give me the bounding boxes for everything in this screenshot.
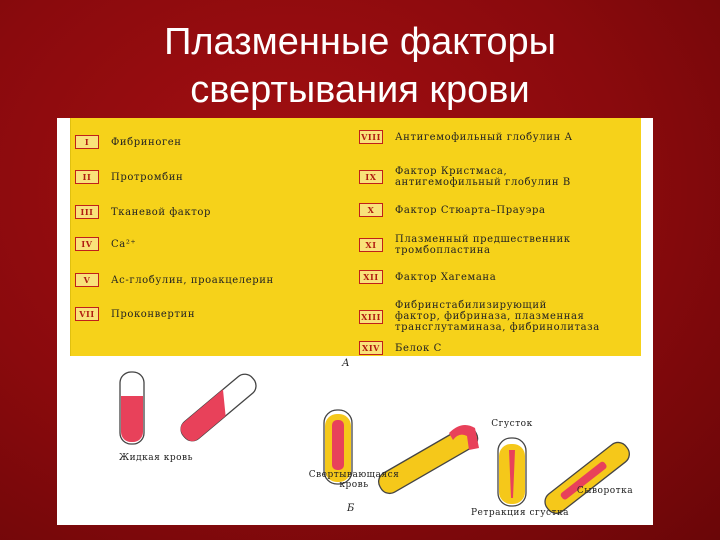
- factor-number: XI: [359, 238, 383, 252]
- factor-label: Протромбин: [111, 171, 184, 183]
- factor-label: Фактор Стюарта–Прауэра: [395, 204, 546, 216]
- factor-label: Фактор Хагемана: [395, 271, 497, 283]
- factor-number: III: [75, 205, 99, 219]
- factor-row: [359, 130, 573, 144]
- serum-tilted-tube: [541, 438, 633, 517]
- caption-liquid-blood: Жидкая кровь: [119, 453, 193, 463]
- factor-label: Ca²⁺: [111, 238, 137, 250]
- factor-number: VII: [75, 307, 99, 321]
- factor-number: I: [75, 135, 99, 149]
- factor-row: [75, 135, 182, 149]
- factor-number: IX: [359, 170, 383, 184]
- factor-row: [75, 170, 183, 184]
- figure-label-a: А: [342, 358, 350, 369]
- retraction-upright-tube: [498, 438, 526, 506]
- factor-label: Плазменный предшественник тромбопластина: [395, 234, 571, 256]
- factor-number: IV: [75, 237, 99, 251]
- factor-number: XII: [359, 270, 383, 284]
- factor-number: V: [75, 273, 99, 287]
- factor-row: [359, 203, 546, 217]
- figure-label-b: Б: [347, 503, 355, 514]
- figure-panel: [57, 118, 653, 525]
- factor-row: [75, 307, 195, 321]
- factor-row: [75, 237, 136, 251]
- slide-title-line-1: Плазменные факторы: [164, 21, 556, 63]
- test-tubes-illustration: [57, 358, 653, 525]
- factor-row: [75, 205, 211, 219]
- liquid-blood-tilted-tube: [177, 370, 260, 445]
- factor-label: Белок С: [395, 342, 442, 354]
- factor-number: X: [359, 203, 383, 217]
- factor-number: XIII: [359, 310, 383, 324]
- factor-label: Антигемофильный глобулин А: [395, 131, 573, 143]
- factor-number: XIV: [359, 341, 383, 355]
- caption-clotting-blood: Свертывающаяся кровь: [308, 470, 400, 490]
- caption-clot: Сгусток: [491, 419, 533, 429]
- factor-row: [359, 300, 600, 333]
- factor-label: Фактор Кристмаса, антигемофильный глобулин В: [395, 166, 571, 188]
- factor-label: Фибриноген: [111, 136, 182, 148]
- caption-retraction: Ретракция сгустка: [471, 508, 569, 518]
- caption-serum: Сыворотка: [576, 486, 634, 496]
- factor-label: Ас-глобулин, проакцелерин: [111, 274, 274, 286]
- factor-number: VIII: [359, 130, 383, 144]
- liquid-blood-upright-tube: [120, 372, 144, 444]
- factor-label: Проконвертин: [111, 308, 196, 320]
- factor-row: [359, 270, 496, 284]
- factors-table: [70, 118, 641, 356]
- factor-row: [75, 273, 274, 287]
- factor-row: [359, 234, 571, 256]
- factor-row: [359, 166, 571, 188]
- slide-title: [120, 18, 600, 114]
- factor-label: Фибринстабилизирующий фактор, фибриназа, плазменная трансглутаминаза, фибринолитаза: [395, 300, 600, 333]
- factor-label: Тканевой фактор: [111, 206, 211, 218]
- factor-row: [359, 341, 442, 355]
- slide-title-line-2: свертывания крови: [190, 69, 530, 111]
- factor-number: II: [75, 170, 99, 184]
